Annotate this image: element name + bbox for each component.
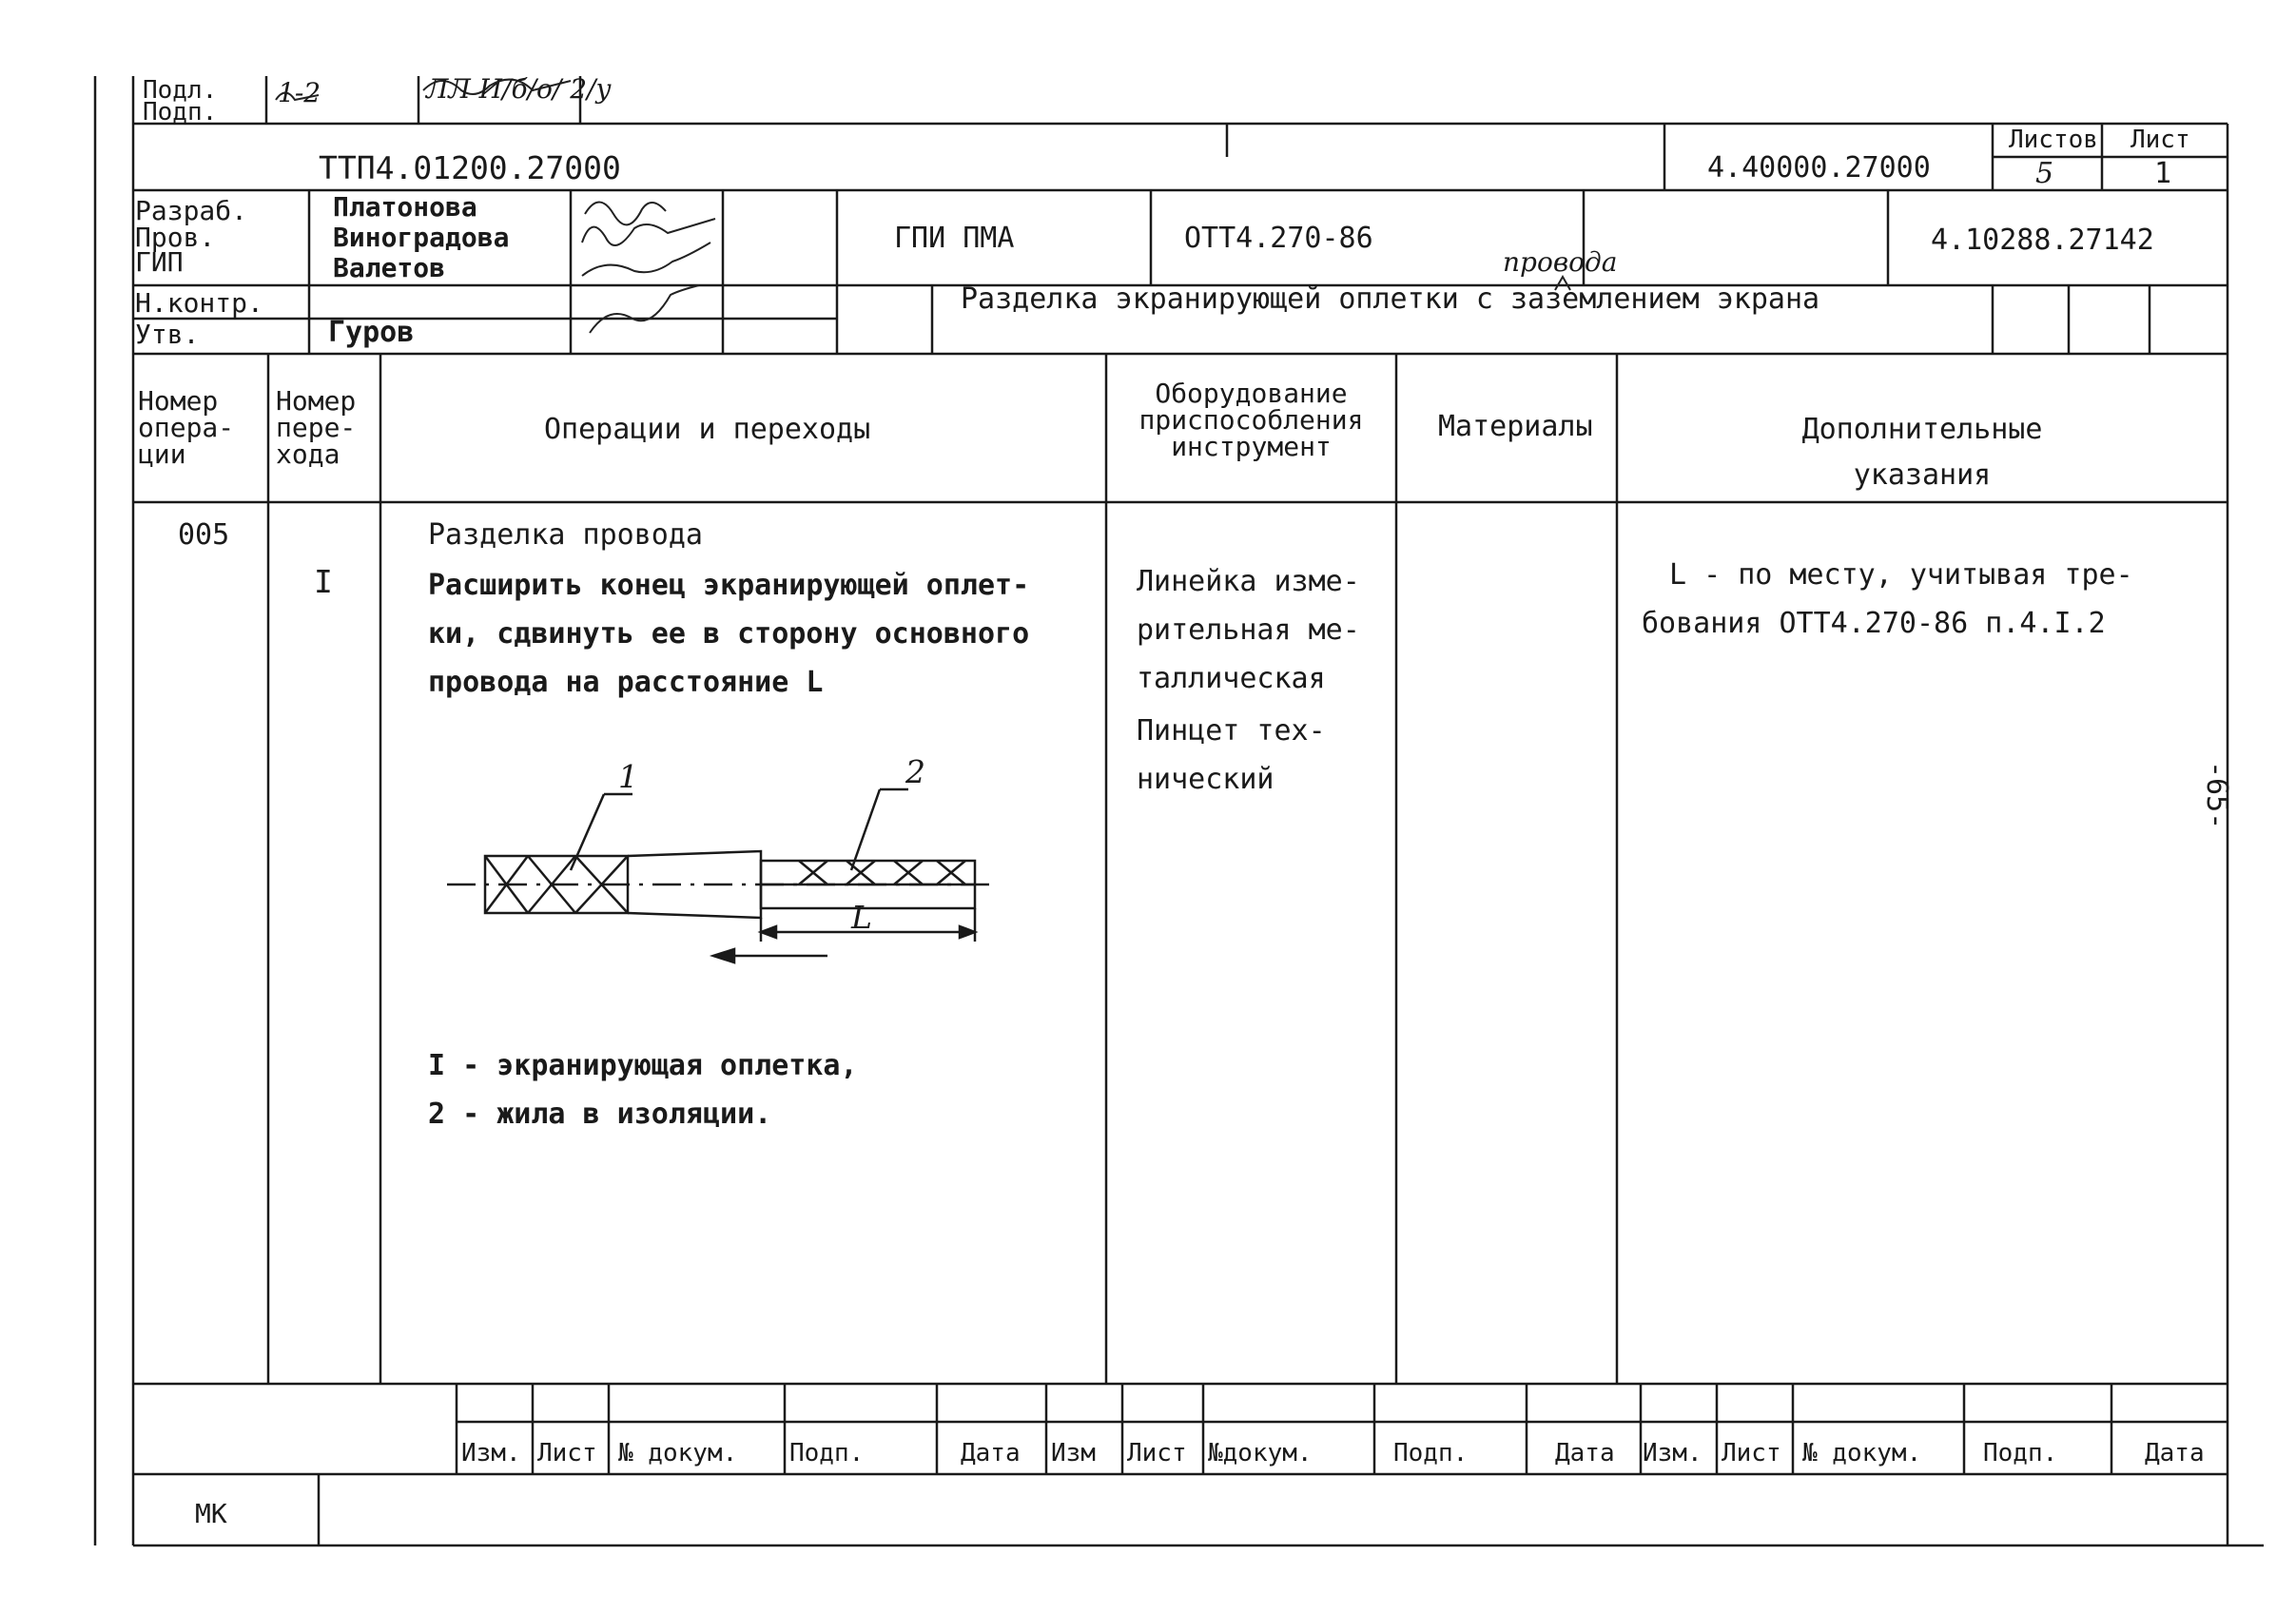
sig-role-developer: Разраб. xyxy=(135,195,248,226)
col-header-materials: Материалы xyxy=(1438,410,1593,443)
col-header-notes: Дополнительные указания xyxy=(1801,413,2043,492)
sig-name-chief: Валетов xyxy=(333,252,446,283)
doc-code: 4.10288.27142 xyxy=(1931,223,2154,257)
sheet-label: Лист xyxy=(2131,126,2190,154)
change-col-12: Лист xyxy=(1722,1439,1781,1467)
sheets-label: Листов xyxy=(2009,126,2098,154)
change-col-1: Изм. xyxy=(461,1439,521,1467)
col-header-equipment: Оборудование приспособления инструмент xyxy=(1138,378,1364,462)
change-col-4: Подп. xyxy=(789,1439,865,1467)
col-header-transition-number: Номер пере- хода xyxy=(276,385,357,470)
figure-callout-2: 2 xyxy=(905,753,925,790)
change-col-13: № докум. xyxy=(1802,1439,1922,1467)
sheet-value: 1 xyxy=(2154,157,2172,190)
change-col-5: Дата xyxy=(961,1439,1021,1467)
figure-legend: I - экранирующая оплетка, 2 - жила в изоляции. xyxy=(428,1049,858,1131)
organization: ГПИ ПМА xyxy=(894,222,1015,255)
change-col-9: Подп. xyxy=(1393,1439,1469,1467)
change-col-2: Лист xyxy=(537,1439,597,1467)
note-line-2: бования ОТТ4.270-86 п.4.I.2 xyxy=(1642,607,2106,640)
doc-number-left: ТТП4.01200.27000 xyxy=(319,149,621,186)
form-code: МК xyxy=(195,1498,227,1529)
change-col-6: Изм xyxy=(1051,1439,1096,1467)
sheets-value: 5 xyxy=(2035,157,2054,190)
change-col-11: Изм. xyxy=(1643,1439,1703,1467)
change-col-8: №докум. xyxy=(1208,1439,1313,1467)
standard-code: ОТТ4.270-86 xyxy=(1184,222,1373,255)
sig-name-developer: Платонова xyxy=(333,191,477,223)
change-col-15: Дата xyxy=(2145,1439,2205,1467)
sig-role-approver: Утв. xyxy=(135,319,200,350)
stamp-label-2: Подп. xyxy=(143,98,218,126)
wire-drawing xyxy=(447,789,989,962)
sig-name-approver: Гуров xyxy=(328,316,415,349)
document-title: Разделка экранирующей оплетки с заземлением экрана xyxy=(961,282,1820,316)
doc-number-right: 4.40000.27000 xyxy=(1707,151,1931,185)
transition-number: I xyxy=(314,563,333,600)
sig-role-checker: Пров. xyxy=(135,222,216,253)
sig-role-chief: ГИП xyxy=(135,246,184,278)
col-header-op-number: Номер опера- ции xyxy=(138,385,235,470)
figure-callout-1: 1 xyxy=(618,758,638,795)
operation-title: Разделка провода xyxy=(428,518,703,552)
figure-dimension-label: L xyxy=(851,899,872,936)
title-insert: провода xyxy=(1503,246,1618,278)
change-col-14: Подп. xyxy=(1983,1439,2058,1467)
col-header-operations: Операции и переходы xyxy=(544,413,871,446)
sig-role-norm-control: Н.контр. xyxy=(135,287,263,319)
stamp-label-1: Подл. xyxy=(143,76,218,105)
note-line-1: L - по месту, учитывая тре- xyxy=(1669,558,2133,592)
operation-number: 005 xyxy=(178,518,230,552)
change-col-7: Лист xyxy=(1127,1439,1187,1467)
sig-name-checker: Виноградова xyxy=(333,222,510,253)
stamp-handwritten-1: 1-2 xyxy=(278,77,321,108)
instruction-text: Расширить конец экранирующей оплет- ки, сдвинуть ее в сторону основного провода на расстояние L xyxy=(428,569,1030,699)
change-col-3: № докум. xyxy=(618,1439,738,1467)
equipment-list: Линейка изме- рительная ме- таллическая Пинцет тех- нический xyxy=(1137,565,1360,796)
side-page-number: -65- xyxy=(2200,761,2233,830)
stamp-handwritten-2: ЛЛ И/б/о/ 2/у xyxy=(426,73,612,105)
change-col-10: Дата xyxy=(1555,1439,1615,1467)
